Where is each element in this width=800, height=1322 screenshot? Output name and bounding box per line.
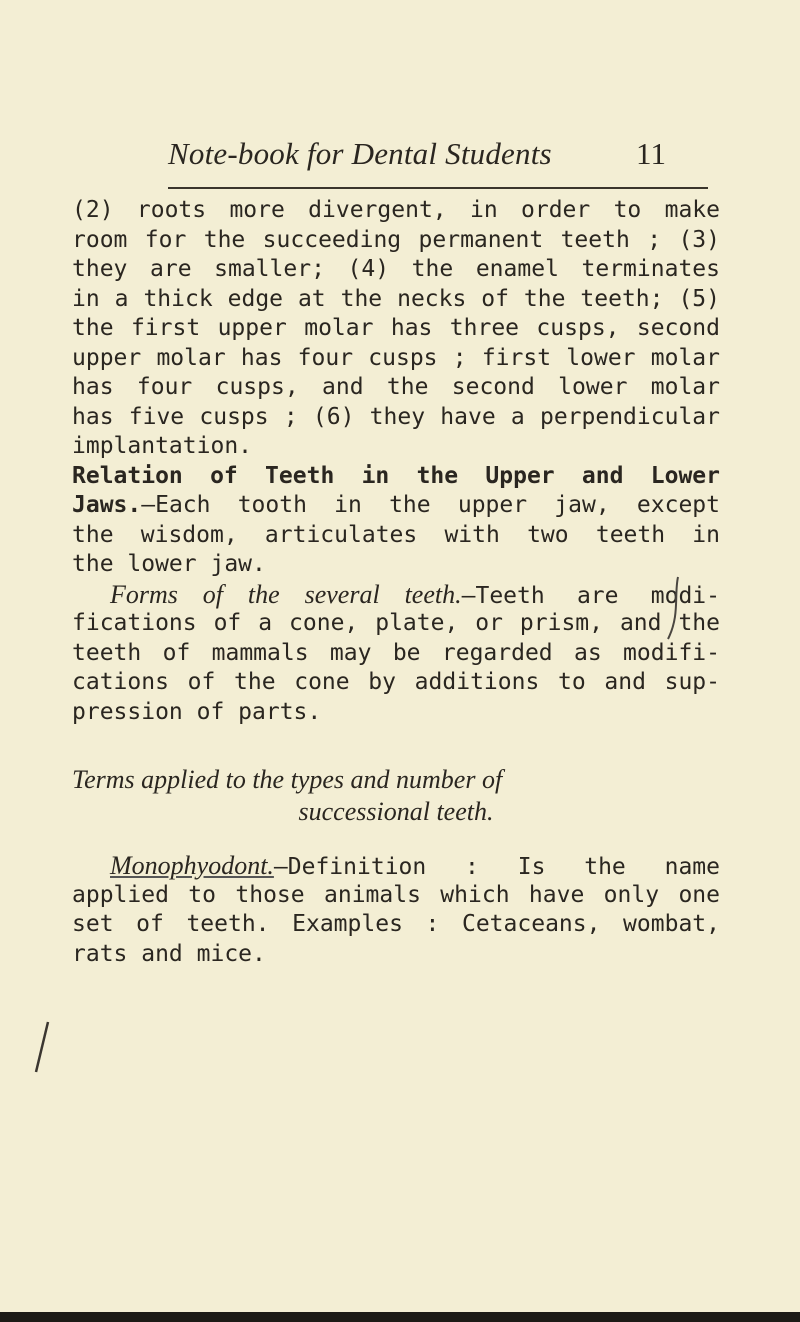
text-line: room for the succeeding permanent teeth ; (3): [72, 226, 720, 253]
section-heading-line2: successional teeth.: [298, 797, 494, 826]
text-run: —Definition : Is the name: [273, 854, 720, 880]
text-line: upper molar has four cusps ; first lower molar: [72, 344, 720, 371]
body-text: [72, 196, 720, 969]
forms-heading: Forms of the several teeth.: [110, 579, 462, 609]
text-line: cations of the cone by additions to and sup-: [72, 669, 720, 695]
text-line: pression of parts.: [72, 698, 322, 725]
text-line: has four cusps, and the second lower molar: [72, 374, 720, 400]
text-line: has five cusps ; (6) they have a perpendicular: [72, 403, 720, 430]
text-line: the first upper molar has three cusps, second: [72, 315, 720, 341]
pencil-slash-mark: [32, 1020, 52, 1074]
paragraph-relation: [72, 462, 720, 580]
text-line: fications of a cone, plate, or prism, and the: [72, 610, 720, 636]
pencil-bracket-mark: [660, 575, 684, 641]
text-line: applied to those animals which have only one: [72, 881, 720, 908]
text-line: (2) roots more divergent, in order to make: [72, 197, 720, 223]
section-heading: [72, 765, 720, 829]
paragraph-roots: [72, 196, 720, 462]
text-line: rats and mice.: [72, 940, 266, 967]
section-heading-line1: Terms applied to the types and number of: [72, 765, 503, 794]
paragraph-monophyodont: [72, 851, 720, 969]
text-line: set of teeth. Examples : Cetaceans, wombat,: [72, 911, 720, 937]
page-edge-shadow: [0, 1312, 800, 1322]
header-rule: [168, 187, 708, 189]
paragraph-forms: [72, 580, 720, 728]
text-line: the wisdom, articulates with two teeth in: [72, 521, 720, 548]
text-line: the lower jaw.: [72, 551, 266, 577]
text-line: teeth of mammals may be regarded as modifi-: [72, 639, 720, 666]
text-line: in a thick edge at the necks of the teeth; (5): [72, 285, 720, 312]
page-number: 11: [636, 136, 667, 171]
running-title: Note-book for Dental Students: [168, 136, 552, 171]
relation-heading-cont: Jaws.: [72, 492, 142, 518]
text-line: they are smaller; (4) the enamel terminates: [72, 256, 720, 282]
text-line: implantation.: [72, 433, 253, 459]
relation-heading: Relation of Teeth in the Upper and Lower: [72, 462, 720, 489]
monophyodont-term: Monophyodont.: [110, 851, 274, 880]
running-header: [168, 136, 668, 172]
text-run: —Each tooth in the upper jaw, except: [141, 492, 720, 518]
text-run: —Teeth are modi-: [461, 582, 720, 609]
